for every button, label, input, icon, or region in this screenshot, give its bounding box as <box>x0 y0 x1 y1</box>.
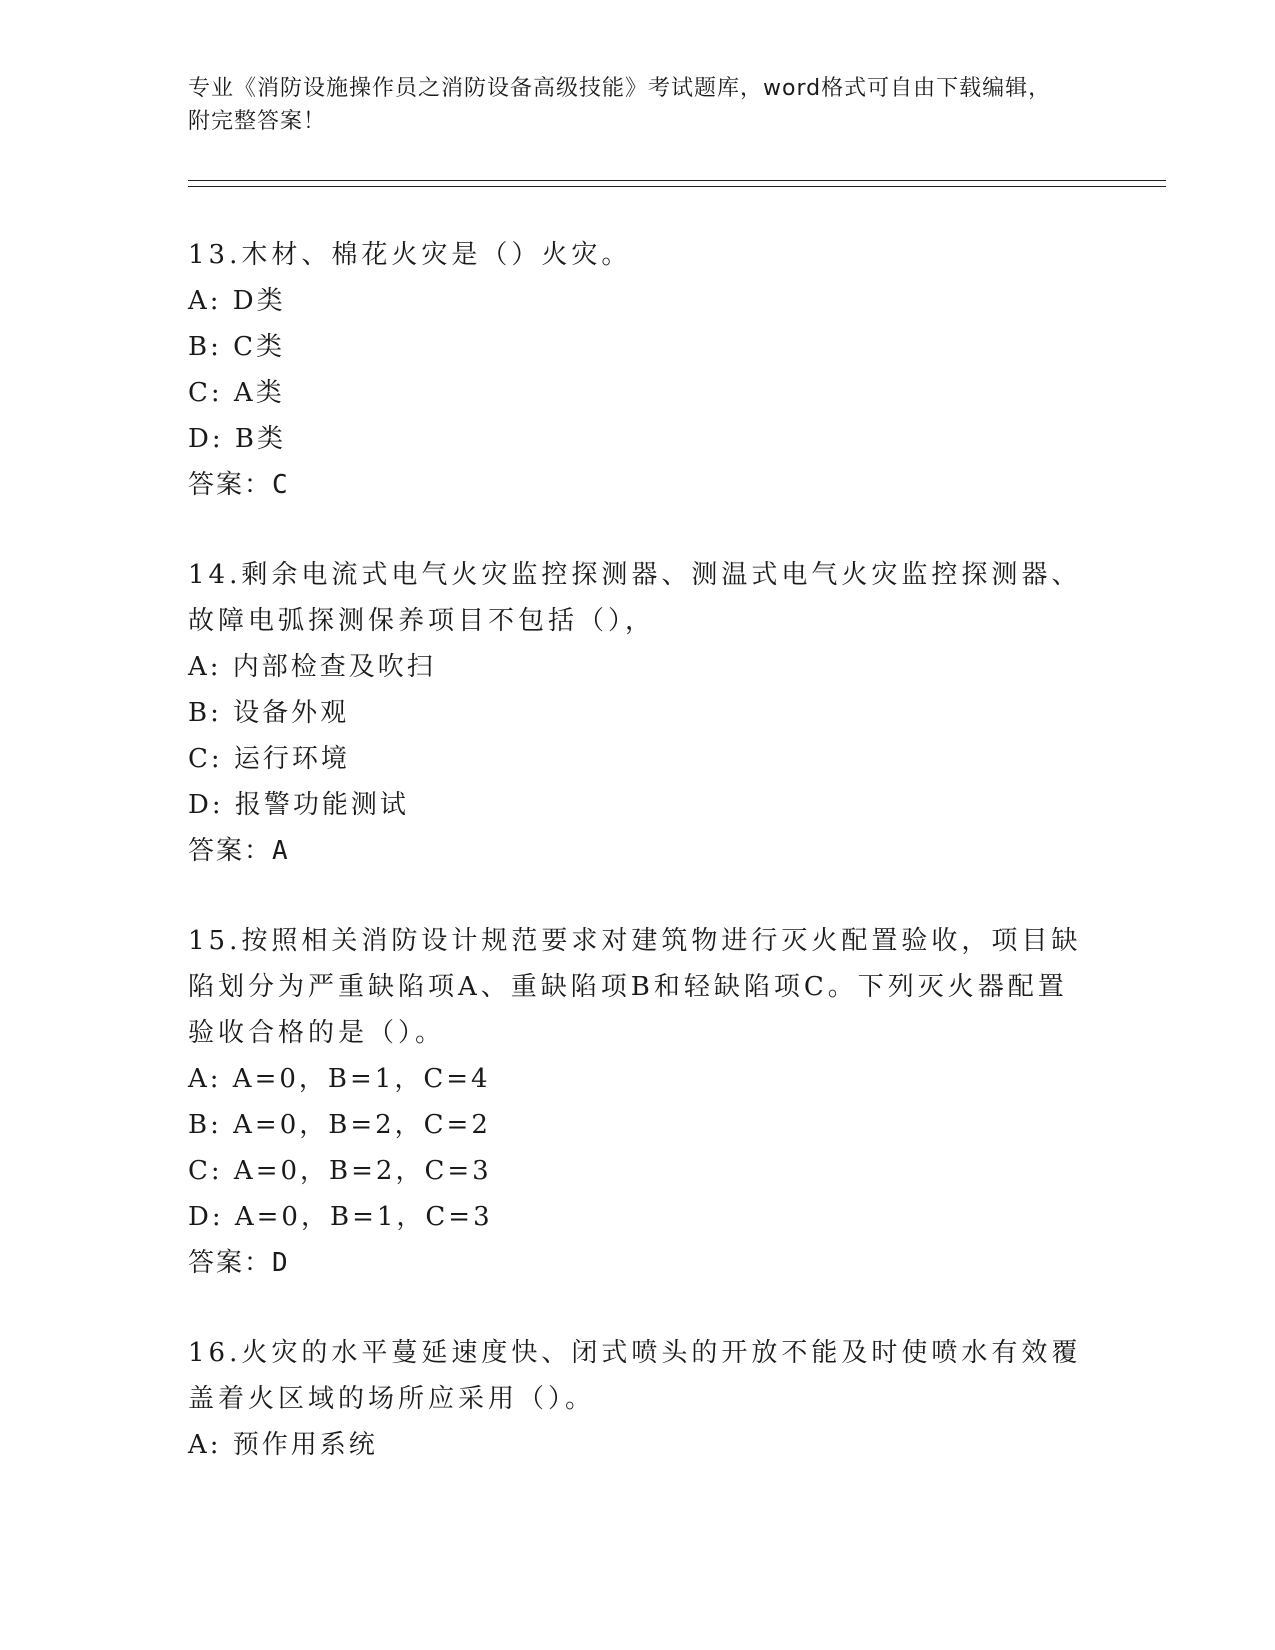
question-15 <box>188 918 1088 1286</box>
option-c: C: 运行环境 <box>188 744 350 774</box>
question-list <box>188 232 1088 1512</box>
option-b: B: A=0，B=2，C=2 <box>188 1110 491 1140</box>
option-b: B: C类 <box>188 332 286 362</box>
question-16 <box>188 1330 1088 1468</box>
option-c: C: A=0，B=2，C=3 <box>188 1156 492 1186</box>
option-d: D: B类 <box>188 424 286 454</box>
question-stem: 13.木材、棉花火灾是（）火灾。 <box>188 240 632 270</box>
question-stem: 15.按照相关消防设计规范要求对建筑物进行灭火配置验收，项目缺陷划分为严重缺陷项A、重缺陷项B和轻缺陷项C。下列灭火器配置验收合格的是（）。 <box>188 926 1082 1048</box>
option-b: B: 设备外观 <box>188 698 350 728</box>
option-d: D: 报警功能测试 <box>188 790 409 820</box>
option-a: A: 内部检查及吹扫 <box>188 652 436 682</box>
option-a: A: A=0，B=1，C=4 <box>188 1064 491 1094</box>
question-13 <box>188 232 1088 508</box>
option-d: D: A=0，B=1，C=3 <box>188 1202 493 1232</box>
answer-line: 答案：A <box>188 836 290 866</box>
question-14 <box>188 552 1088 874</box>
document-header: 专业《消防设施操作员之消防设备高级技能》考试题库，word格式可自由下载编辑，附完整答案！ <box>188 76 1052 134</box>
option-a: A: 预作用系统 <box>188 1430 378 1460</box>
question-stem: 14.剩余电流式电气火灾监控探测器、测温式电气火灾监控探测器、故障电弧探测保养项目不包括（）， <box>188 560 1082 636</box>
header-divider-top <box>188 180 1166 181</box>
header-divider-bottom <box>188 186 1166 187</box>
answer-line: 答案：D <box>188 1248 290 1278</box>
option-c: C: A类 <box>188 378 285 408</box>
question-stem: 16.火灾的水平蔓延速度快、闭式喷头的开放不能及时使喷水有效覆盖着火区域的场所应采用（）。 <box>188 1338 1082 1414</box>
option-a: A: D类 <box>188 286 286 316</box>
answer-line: 答案：C <box>188 470 290 500</box>
